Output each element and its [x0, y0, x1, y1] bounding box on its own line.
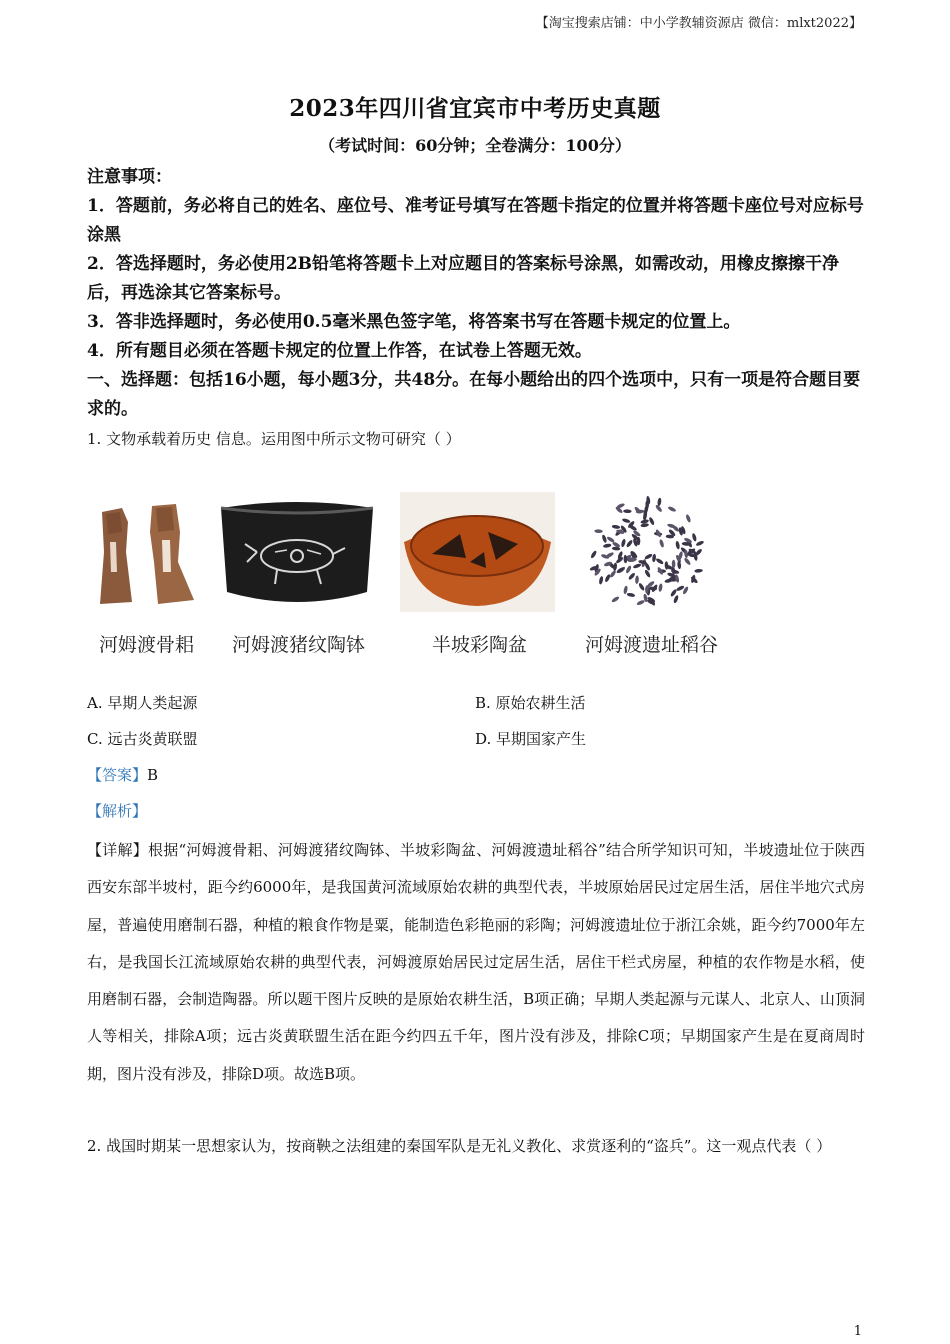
figure-label: 河姆渡猪纹陶钵: [232, 634, 366, 656]
exam-info: （考试时间：60分钟；全卷满分：100分）: [319, 136, 631, 155]
figure-label: 半坡彩陶盆: [432, 634, 528, 656]
analysis-detail: [87, 832, 865, 1093]
instructions: [87, 163, 865, 451]
answer-line: [87, 764, 158, 785]
option-c: C. 远古炎黄联盟: [87, 730, 198, 748]
figure-label: 河姆渡骨耜: [99, 634, 195, 656]
option-d: D. 早期国家产生: [475, 730, 587, 748]
question-1-stem: 1. 文物承载着历史 信息。运用图中所示文物可研究（ ）: [87, 430, 461, 448]
question-2-stem: 2. 战国时期某一思想家认为，按商鞅之法组建的秦国军队是无礼义教化、求赏逐利的“盗兵”。这一观点代表（ ）: [87, 1137, 832, 1155]
page-number: 1: [853, 1324, 862, 1339]
notes-heading: 注意事项：: [87, 167, 172, 187]
bone-spade-image: [92, 492, 202, 612]
detail-prefix: 【详解】: [87, 841, 148, 859]
analysis-label: 【解析】: [87, 802, 148, 820]
rice-grains-image: [577, 492, 717, 617]
option-b: B. 原始农耕生活: [475, 694, 586, 712]
artifact-figure: [87, 492, 767, 667]
answer-value: B: [147, 766, 159, 784]
note-item: 4．所有题目必须在答题卡规定的位置上作答，在试卷上答题无效。: [87, 341, 592, 361]
answer-label: 【答案】: [87, 766, 148, 784]
note-item: 1．答题前，务必将自己的姓名、座位号、准考证号填写在答题卡指定的位置并将答题卡座位号对应标号涂黑: [87, 196, 864, 245]
option-a: A. 早期人类起源: [87, 694, 198, 712]
section-heading: 一、选择题：包括16小题，每小题3分，共48分。在每小题给出的四个选项中，只有一项是符合题目要求的。: [87, 370, 861, 419]
page-title: 2023年四川省宜宾市中考历史真题: [289, 95, 661, 122]
header-note: 【淘宝搜索店铺：中小学教辅资源店 微信：mlxt2022】: [535, 16, 862, 31]
figure-label: 河姆渡遗址稻谷: [585, 634, 719, 656]
note-item: 2．答选择题时，务必使用2B铅笔将答题卡上对应题目的答案标号涂黑，如需改动，用橡皮擦擦干净后，再选涂其它答案标号。: [87, 254, 840, 303]
note-item: 3．答非选择题时，务必使用0.5毫米黑色签字笔，将答案书写在答题卡规定的位置上。: [87, 312, 741, 332]
pig-pattern-bowl-image: [217, 492, 377, 612]
painted-basin-image: [400, 492, 555, 612]
detail-text: 根据“河姆渡骨耜、河姆渡猪纹陶钵、半坡彩陶盆、河姆渡遗址稻谷”结合所学知识可知，半坡遗址位于陕西西安东部半坡村，距今约6000年，是我国黄河流域原始农耕的典型代表，半坡原始居民过定居生活，居住半地穴式房屋，普遍使用磨制石器，种植的粮食作物是粟，能制造色彩艳丽的彩陶；河姆渡遗址位于浙江余姚，距今约7000年左右，是我国长江流域原始农耕的典型代表，河姆渡原始居民过定居生活，居住干栏式房屋，种植的农作物是水稻，使用磨制石器，会制造陶器。所以题干图片反映的是原始农耕生活，B项正确；早期人类起源与元谋人、北京人、山顶洞人等相关，排除A项；远古炎黄联盟生活在距今约四五千年，图片没有涉及，排除C项；早期国家产生是在夏商周时期，图片没有涉及，排除D项。故选B项。: [87, 841, 865, 1083]
